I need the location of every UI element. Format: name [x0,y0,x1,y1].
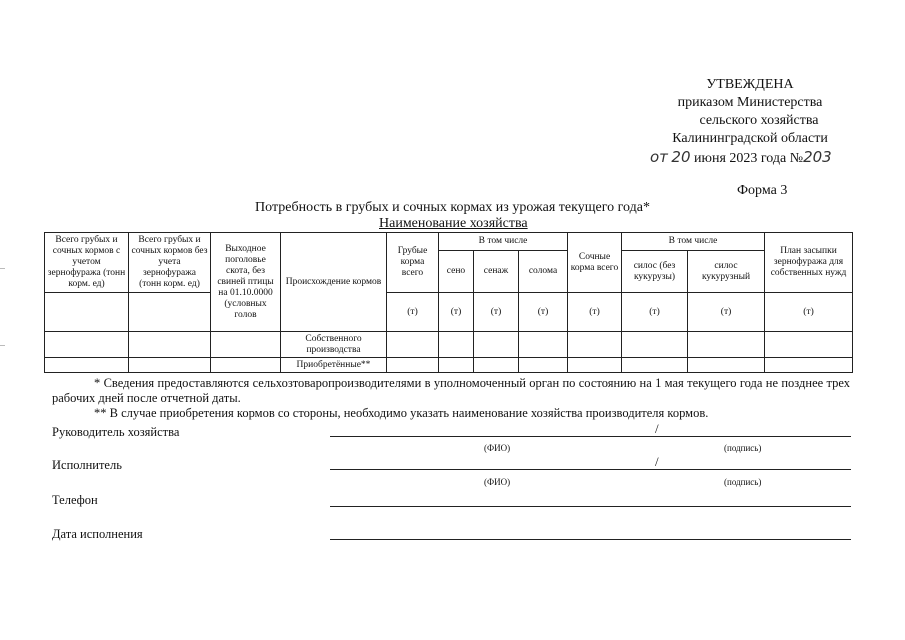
phone-line[interactable] [330,506,851,507]
table-units-row [45,293,853,332]
table-cell[interactable] [622,332,688,358]
phone-label: Телефон [52,493,98,507]
header-total-without-grain: Всего грубых и сочных кормов без учета зернофуража (тонн корм. ед) [129,233,211,293]
approval-date-line [600,148,900,168]
unit-cell [129,293,211,332]
completion-date-line[interactable] [330,539,851,540]
header-straw: солома [519,251,568,293]
scan-margin-mark [0,268,5,269]
approval-line-1: УТВЕЖДЕНА [706,77,794,92]
approval-line-4: Калининградской области [672,131,828,146]
header-succulent-total: Сочные корма всего [568,233,622,293]
table-cell[interactable] [129,358,211,373]
table-cell[interactable] [688,332,765,358]
table-cell[interactable] [387,358,439,373]
header-group-roughage: В том числе [439,233,568,251]
header-hay: сено [439,251,474,293]
table-cell[interactable] [568,358,622,373]
executor-slash: / [655,454,659,469]
origin-purchased: Приобретённые** [281,358,387,373]
head-signature-line[interactable] [330,436,851,437]
table-cell[interactable] [129,332,211,358]
approval-date-prefix: от [650,148,668,166]
table-cell[interactable] [474,358,519,373]
table-cell[interactable] [439,358,474,373]
table-cell[interactable] [568,332,622,358]
table-cell[interactable] [439,332,474,358]
completion-date-label: Дата исполнения [52,527,143,541]
approval-stamp [600,76,900,168]
table-cell[interactable] [45,358,129,373]
header-roughage-total: Грубые корма всего [387,233,439,293]
unit-cell: (т) [519,293,568,332]
head-sign-caption: (подпись) [724,443,762,453]
executor-fio-caption: (ФИО) [484,477,511,487]
unit-cell: (т) [568,293,622,332]
unit-cell: (т) [387,293,439,332]
header-silage-corn: силос кукурузный [688,251,765,293]
table-cell[interactable] [387,332,439,358]
unit-cell: (т) [765,293,853,332]
table-cell[interactable] [622,358,688,373]
executor-label: Исполнитель [52,458,122,472]
executor-signature-line[interactable] [330,469,851,470]
unit-cell: (т) [439,293,474,332]
header-total-with-grain: Всего грубых и сочных кормов с учетом зернофуража (тонн корм. ед) [45,233,129,293]
unit-cell: (т) [688,293,765,332]
unit-cell [45,293,129,332]
table-cell[interactable] [211,332,281,358]
header-group-succulent: В том числе [622,233,765,251]
header-livestock: Выходное поголовье скота, без свиней птицы на 01.10.0000 (условных голов [211,233,281,332]
table-cell[interactable] [474,332,519,358]
header-haylage: сенаж [474,251,519,293]
feed-requirements-table [44,232,853,373]
footnote-1: * Сведения предоставляются сельхозтоваропроизводителями в уполномоченный орган по состоянию на 1 мая текущего года не позднее трех рабочих дней после отчетной даты. [52,376,850,405]
approval-line-3: сельского хозяйства [699,113,819,128]
form-label: Форма 3 [737,183,788,198]
document-title: Потребность в грубых и сочных кормах из урожая текущего года* [255,200,650,215]
header-feed-origin: Происхождение кормов [281,233,387,332]
footnote-2: ** В случае приобретения кормов со стороны, необходимо указать наименование хозяйства производителя кормов. [94,406,709,420]
unit-cell: (т) [474,293,519,332]
approval-date-number: 203 [803,148,832,166]
origin-own-production: Собственного производства [281,332,387,358]
unit-cell: (т) [622,293,688,332]
approval-date-day: 20 [671,148,691,166]
header-grain-plan: План засыпки зернофуража для собственных нужд [765,233,853,293]
table-row [45,332,853,358]
table-cell[interactable] [765,358,853,373]
table-row [45,358,853,373]
approval-line-2: приказом Министерства [677,95,823,110]
table-cell[interactable] [765,332,853,358]
head-slash: / [655,421,659,436]
table-cell[interactable] [45,332,129,358]
approval-date-text: июня 2023 года № [694,151,804,166]
table-cell[interactable] [211,358,281,373]
head-fio-caption: (ФИО) [484,443,511,453]
table-cell[interactable] [519,358,568,373]
table-header-row-1 [45,233,853,251]
table-cell[interactable] [688,358,765,373]
head-of-farm-label: Руководитель хозяйства [52,425,180,439]
header-silage-no-corn: силос (без кукурузы) [622,251,688,293]
executor-sign-caption: (подпись) [724,477,762,487]
scan-margin-mark [0,345,5,346]
farm-name-label: Наименование хозяйства [379,216,528,231]
table-cell[interactable] [519,332,568,358]
